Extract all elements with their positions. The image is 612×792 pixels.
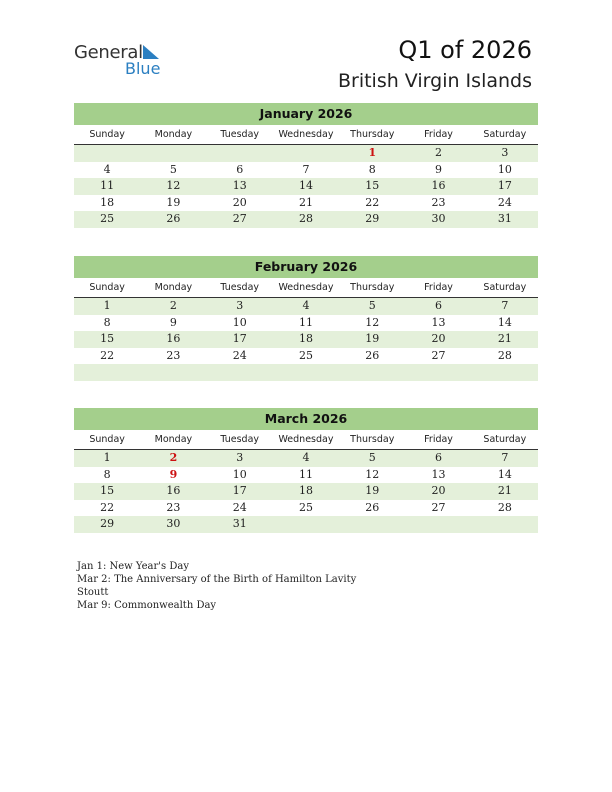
day-cell: 26 <box>365 500 380 514</box>
week-row <box>74 516 538 533</box>
holiday-notes <box>77 560 377 612</box>
day-cell <box>405 364 471 381</box>
day-cell: 5 <box>368 451 376 464</box>
weekday-label: Sunday <box>89 129 125 140</box>
day-cell: 4 <box>103 162 111 176</box>
day-cell: 21 <box>497 332 512 346</box>
weekday-label: Sunday <box>89 282 125 293</box>
holiday-note: Mar 2: The Anniversary of the Birth of Hamilton Lavity Stoutt <box>77 574 357 598</box>
weekday-label: Sunday <box>89 434 125 445</box>
week-row <box>74 195 538 212</box>
day-cell: 22 <box>365 195 380 209</box>
weekday-label: Tuesday <box>220 282 260 293</box>
day-cell: 20 <box>431 484 446 498</box>
day-cell: 8 <box>103 315 111 329</box>
weekday-label: Saturday <box>483 434 527 445</box>
day-cell: 19 <box>365 332 380 346</box>
day-cell: 2 <box>169 299 177 312</box>
day-cell: 28 <box>497 500 512 514</box>
day-cell: 26 <box>365 348 380 362</box>
week-row <box>74 331 538 348</box>
month-title: February 2026 <box>74 256 538 278</box>
day-cell: 17 <box>232 484 247 498</box>
day-cell: 3 <box>501 146 509 159</box>
weekday-label: Tuesday <box>220 129 260 140</box>
weekday-label: Monday <box>154 129 193 140</box>
day-cell: 15 <box>365 179 380 193</box>
day-cell: 3 <box>236 451 244 464</box>
weekday-label: Wednesday <box>278 434 334 445</box>
weekday-header-row <box>74 430 538 450</box>
day-cell: 27 <box>431 348 446 362</box>
weekday-label: Monday <box>154 282 193 293</box>
day-cell: 23 <box>166 348 181 362</box>
day-cell: 23 <box>431 195 446 209</box>
logo-blue-text: Blue <box>125 59 161 78</box>
day-cell <box>74 364 140 381</box>
day-cell: 22 <box>100 348 115 362</box>
day-cell: 16 <box>431 179 446 193</box>
page-subtitle: British Virgin Islands <box>337 70 532 92</box>
day-cell: 13 <box>232 179 247 193</box>
day-cell: 11 <box>298 467 313 481</box>
day-cell: 24 <box>232 500 247 514</box>
day-cell <box>472 516 538 533</box>
weekday-header-row <box>74 278 538 298</box>
day-cell: 27 <box>232 212 247 226</box>
day-cell: 26 <box>166 212 181 226</box>
week-row <box>74 298 538 315</box>
day-cell: 15 <box>100 484 115 498</box>
weekday-label: Wednesday <box>278 129 334 140</box>
day-cell: 11 <box>100 179 115 193</box>
day-cell: 21 <box>497 484 512 498</box>
day-cell: 5 <box>368 299 376 312</box>
day-cell: 4 <box>302 299 310 312</box>
weekday-label: Saturday <box>483 282 527 293</box>
day-cell: 22 <box>100 500 115 514</box>
day-cell: 6 <box>236 162 244 176</box>
day-cell: 9 <box>435 162 443 176</box>
week-row <box>74 145 538 162</box>
day-cell: 16 <box>166 332 181 346</box>
day-cell: 29 <box>365 212 380 226</box>
weekday-label: Thursday <box>350 282 395 293</box>
day-cell: 7 <box>302 162 310 176</box>
weekday-label: Friday <box>424 282 453 293</box>
month-march <box>74 408 538 533</box>
day-cell: 28 <box>298 212 313 226</box>
week-row <box>74 348 538 365</box>
week-row <box>74 450 538 467</box>
day-cell: 5 <box>169 162 177 176</box>
day-cell: 1 <box>103 299 111 312</box>
holiday-day-cell: 9 <box>169 467 178 481</box>
day-cell: 16 <box>166 484 181 498</box>
day-cell <box>472 364 538 381</box>
day-cell <box>207 145 273 162</box>
week-row <box>74 483 538 500</box>
weekday-label: Wednesday <box>278 282 334 293</box>
month-february <box>74 256 538 381</box>
day-cell: 23 <box>166 500 181 514</box>
week-row <box>74 364 538 381</box>
page-title: Q1 of 2026 <box>398 36 532 64</box>
day-cell: 14 <box>497 315 512 329</box>
week-row <box>74 178 538 195</box>
day-cell <box>339 364 405 381</box>
week-row <box>74 162 538 179</box>
day-cell <box>207 364 273 381</box>
holiday-note: Jan 1: New Year's Day <box>77 561 189 572</box>
week-row <box>74 211 538 228</box>
day-cell: 20 <box>232 195 247 209</box>
day-cell: 6 <box>435 299 443 312</box>
day-cell: 28 <box>497 348 512 362</box>
day-cell: 13 <box>431 315 446 329</box>
day-cell: 10 <box>497 162 512 176</box>
month-title: March 2026 <box>74 408 538 430</box>
week-row <box>74 467 538 484</box>
weekday-label: Thursday <box>350 434 395 445</box>
day-cell: 7 <box>501 451 509 464</box>
weekday-label: Thursday <box>350 129 395 140</box>
logo <box>74 42 174 78</box>
day-cell: 18 <box>100 195 115 209</box>
day-cell: 11 <box>298 315 313 329</box>
week-row <box>74 315 538 332</box>
day-cell <box>74 145 140 162</box>
day-cell: 30 <box>431 212 446 226</box>
weekday-label: Monday <box>154 434 193 445</box>
day-cell <box>140 364 206 381</box>
day-cell: 12 <box>365 467 380 481</box>
day-cell: 29 <box>100 517 115 531</box>
day-cell: 8 <box>368 162 376 176</box>
day-cell: 15 <box>100 332 115 346</box>
day-cell: 4 <box>302 451 310 464</box>
day-cell <box>140 145 206 162</box>
month-january <box>74 103 538 228</box>
day-cell <box>405 516 471 533</box>
day-cell <box>273 364 339 381</box>
day-cell: 3 <box>236 299 244 312</box>
day-cell: 30 <box>166 517 181 531</box>
day-cell: 17 <box>232 332 247 346</box>
month-title: January 2026 <box>74 103 538 125</box>
day-cell: 7 <box>501 299 509 312</box>
weekday-label: Saturday <box>483 129 527 140</box>
logo-triangle-icon <box>141 44 161 60</box>
logo-general-text: General <box>74 42 143 63</box>
day-cell: 18 <box>298 332 313 346</box>
holiday-day-cell: 1 <box>368 146 377 159</box>
day-cell: 6 <box>435 451 443 464</box>
day-cell: 19 <box>166 195 181 209</box>
holiday-note: Mar 9: Commonwealth Day <box>77 600 217 611</box>
weekday-label: Friday <box>424 129 453 140</box>
day-cell: 19 <box>365 484 380 498</box>
day-cell: 14 <box>497 467 512 481</box>
day-cell: 12 <box>166 179 181 193</box>
day-cell: 10 <box>232 315 247 329</box>
day-cell: 18 <box>298 484 313 498</box>
day-cell: 17 <box>497 179 512 193</box>
day-cell <box>273 145 339 162</box>
day-cell: 9 <box>169 315 177 329</box>
day-cell: 12 <box>365 315 380 329</box>
day-cell: 2 <box>435 146 443 159</box>
day-cell: 14 <box>298 179 313 193</box>
weekday-header-row <box>74 125 538 145</box>
day-cell: 1 <box>103 451 111 464</box>
day-cell: 25 <box>298 500 313 514</box>
week-row <box>74 500 538 517</box>
day-cell: 10 <box>232 467 247 481</box>
day-cell: 24 <box>497 195 512 209</box>
weekday-label: Tuesday <box>220 434 260 445</box>
day-cell: 24 <box>232 348 247 362</box>
day-cell: 21 <box>298 195 313 209</box>
day-cell: 13 <box>431 467 446 481</box>
day-cell: 25 <box>298 348 313 362</box>
day-cell <box>339 516 405 533</box>
day-cell <box>273 516 339 533</box>
day-cell: 8 <box>103 467 111 481</box>
day-cell: 27 <box>431 500 446 514</box>
holiday-day-cell: 2 <box>169 451 178 464</box>
weekday-label: Friday <box>424 434 453 445</box>
day-cell: 25 <box>100 212 115 226</box>
day-cell: 20 <box>431 332 446 346</box>
day-cell: 31 <box>497 212 512 226</box>
day-cell: 31 <box>232 517 247 531</box>
